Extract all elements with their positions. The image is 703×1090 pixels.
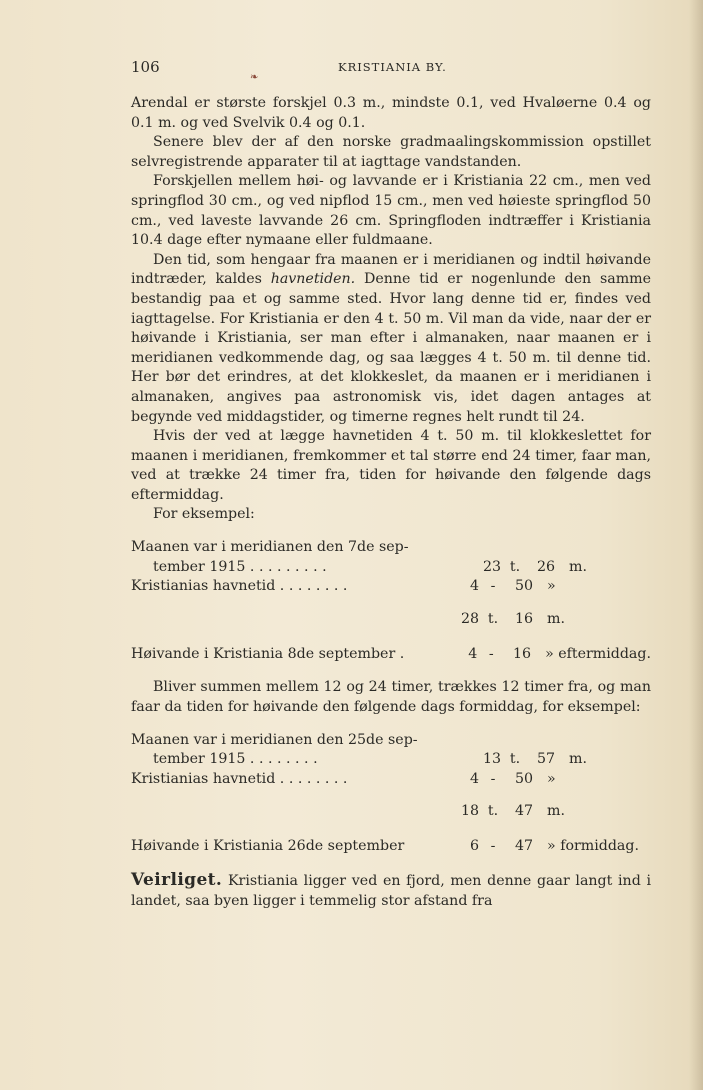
paragraph-text: Denne tid er nogenlunde den samme bestandig paa et og samme sted. Hvor lang denne tid er, findes ved iagttagelse. For Kristiania er den 4 t. 50 m. Vil man da vide, naar der er høivande i Kristiania, ser man efter i almanaken, naar maanen er i meridianen vedkommende dag, og saa lægges 4 t. 50 m. til denne tid. Her bør det erindres, at det klokkeslet, da maanen er i meridianen i almanaken, angives paa astronomisk vis, idet dagen antages at begynde ved middagstider, og timerne regnes helt rundt til 24. bbox=[131, 271, 652, 425]
term-havnetiden: havnetiden. bbox=[270, 271, 356, 288]
example-calculation-2 bbox=[131, 731, 651, 857]
paragraph-text: Den tid, som hengaar fra maanen er i meridianen og indtil høivande indtræder, kaldes bbox=[131, 251, 651, 288]
calc-line: tember 1915 . . . . . . . . . 23 t. 26 m. bbox=[153, 558, 587, 575]
paragraph bbox=[131, 251, 651, 427]
calc-line: tember 1915 . . . . . . . . 13 t. 57 m. bbox=[153, 751, 587, 768]
section-text: Kristiania ligger ved en fjord, men denne gaar langt ind i landet, saa byen ligger i temmelig stor afstand fra bbox=[131, 873, 652, 909]
paragraph: For eksempel: bbox=[153, 506, 255, 523]
paragraph: Bliver summen mellem 12 og 24 timer, trækkes 12 timer fra, og man faar da tiden for høivande den følgende dags formiddag, for eksempel: bbox=[131, 679, 651, 716]
page-header bbox=[131, 58, 651, 83]
body-text bbox=[131, 94, 651, 911]
section-paragraph bbox=[131, 871, 651, 911]
section-title: Veirliget. bbox=[131, 870, 223, 890]
page-number: 106 bbox=[131, 58, 160, 76]
paragraph: Hvis der ved at lægge havnetiden 4 t. 50 m. til klokkeslettet for maanen i meridianen, fremkommer et tal større end 24 timer, faar man, ved at trække 24 timer fra, tiden for høivande den følgende dags eftermiddag. bbox=[131, 428, 651, 503]
paragraph: Arendal er største forskjel 0.3 m., mindste 0.1, ved Hvaløerne 0.4 og 0.1 m. og ved Svelvik 0.4 og 0.1. bbox=[131, 95, 651, 131]
paragraph: Forskjellen mellem høi- og lavvande er i Kristiania 22 cm., men ved springflod 30 cm., og ved nipflod 15 cm., men ved høieste springflod 50 cm., ved laveste lavvande 26 cm. Springfloden indtræffer i Kristiania 10.4 dage efter nymaane eller fuldmaane. bbox=[131, 173, 651, 249]
calc-line: Kristianias havnetid . . . . . . . . 4 - 50 » bbox=[131, 770, 556, 787]
calc-result: Høivande i Kristiania 8de september . 4 - 16 » eftermiddag. bbox=[131, 645, 651, 662]
calc-result: Høivande i Kristiania 26de september 6 - 47 » formiddag. bbox=[131, 838, 639, 855]
calc-line: Maanen var i meridianen den 25de sep- bbox=[131, 731, 418, 748]
page-edge-shadow bbox=[689, 0, 703, 1090]
example-calculation-1 bbox=[131, 538, 651, 664]
calc-line: Kristianias havnetid . . . . . . . . 4 - 50 » bbox=[131, 578, 556, 595]
calc-sum: 18 t. 47 m. bbox=[460, 803, 565, 820]
running-head: KRISTIANIA BY. bbox=[338, 60, 447, 74]
ornament-mark: ❧ bbox=[250, 72, 259, 83]
calc-sum: 28 t. 16 m. bbox=[460, 610, 565, 627]
calc-line: Maanen var i meridianen den 7de sep- bbox=[131, 539, 409, 556]
paragraph: Senere blev der af den norske gradmaalingskommission opstillet selvregistrende apparater til at iagttage vandstanden. bbox=[131, 134, 651, 170]
